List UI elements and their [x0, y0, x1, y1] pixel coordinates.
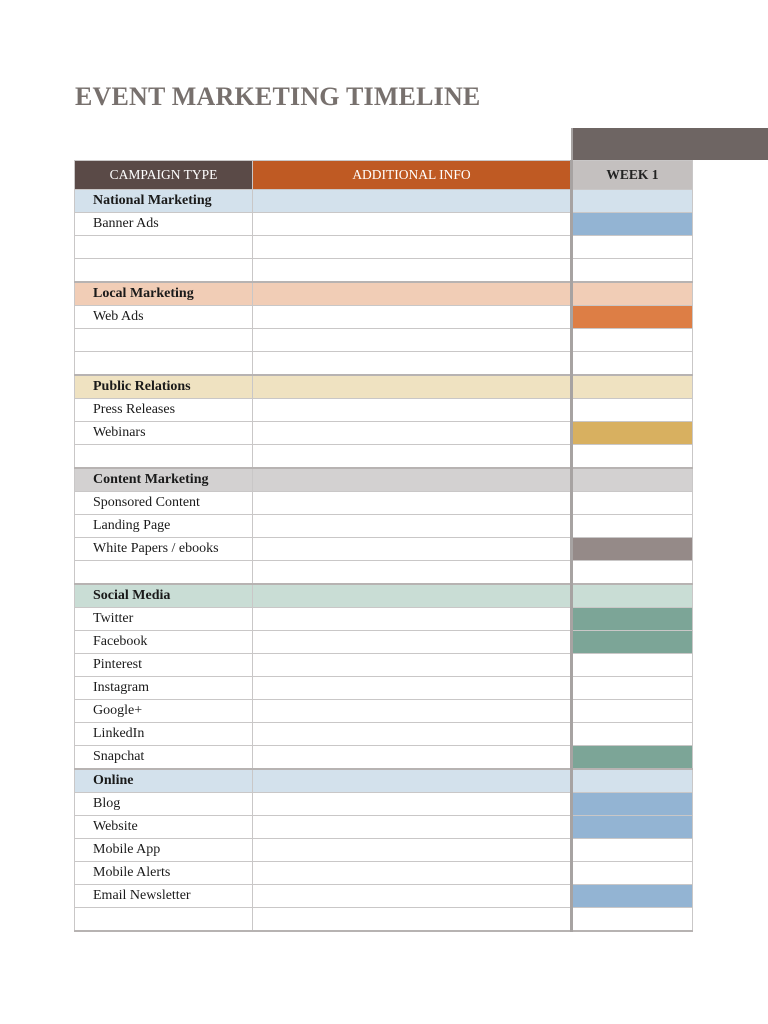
- additional-info-cell[interactable]: [253, 282, 572, 306]
- table-row: [75, 538, 693, 561]
- additional-info-cell[interactable]: [253, 631, 572, 654]
- additional-info-cell[interactable]: [253, 468, 572, 492]
- campaign-cell[interactable]: Email Newsletter: [75, 885, 253, 908]
- week-1-cell[interactable]: [572, 862, 693, 885]
- additional-info-cell[interactable]: [253, 538, 572, 561]
- campaign-cell[interactable]: [75, 561, 253, 585]
- table-row: [75, 839, 693, 862]
- campaign-cell[interactable]: [75, 445, 253, 469]
- table-row: [75, 492, 693, 515]
- additional-info-cell[interactable]: [253, 677, 572, 700]
- campaign-cell[interactable]: Web Ads: [75, 306, 253, 329]
- week-1-cell[interactable]: [572, 631, 693, 654]
- table-row: [75, 700, 693, 723]
- additional-info-cell[interactable]: [253, 375, 572, 399]
- campaign-cell[interactable]: [75, 908, 253, 932]
- additional-info-cell[interactable]: [253, 399, 572, 422]
- table-row: [75, 885, 693, 908]
- table-row: [75, 352, 693, 376]
- week-1-cell[interactable]: [572, 816, 693, 839]
- additional-info-cell[interactable]: [253, 862, 572, 885]
- campaign-cell[interactable]: Mobile Alerts: [75, 862, 253, 885]
- campaign-cell[interactable]: Pinterest: [75, 654, 253, 677]
- table-row: [75, 862, 693, 885]
- category-row: [75, 282, 693, 306]
- additional-info-cell[interactable]: [253, 561, 572, 585]
- category-label[interactable]: Content Marketing: [75, 468, 253, 492]
- category-label[interactable]: Local Marketing: [75, 282, 253, 306]
- week-1-cell[interactable]: [572, 375, 693, 399]
- table-row: [75, 654, 693, 677]
- category-row: [75, 190, 693, 213]
- campaign-cell[interactable]: Facebook: [75, 631, 253, 654]
- campaign-cell[interactable]: Website: [75, 816, 253, 839]
- table-row: [75, 399, 693, 422]
- category-row: [75, 468, 693, 492]
- week-1-cell[interactable]: [572, 654, 693, 677]
- week-1-cell[interactable]: [572, 584, 693, 608]
- campaign-cell[interactable]: [75, 352, 253, 376]
- week-1-cell[interactable]: [572, 538, 693, 561]
- additional-info-cell[interactable]: [253, 236, 572, 259]
- week-1-cell[interactable]: [572, 515, 693, 538]
- campaign-type-header: CAMPAIGN TYPE: [75, 161, 253, 190]
- additional-info-cell[interactable]: [253, 584, 572, 608]
- table-row: [75, 816, 693, 839]
- header-accent-edge: [571, 128, 573, 160]
- table-row: [75, 608, 693, 631]
- campaign-cell[interactable]: Banner Ads: [75, 213, 253, 236]
- table-row: [75, 677, 693, 700]
- additional-info-cell[interactable]: [253, 793, 572, 816]
- week-1-header: WEEK 1: [572, 161, 693, 190]
- week-1-cell[interactable]: [572, 723, 693, 746]
- category-label[interactable]: National Marketing: [75, 190, 253, 213]
- additional-info-cell[interactable]: [253, 608, 572, 631]
- additional-info-cell[interactable]: [253, 746, 572, 770]
- week-1-cell[interactable]: [572, 746, 693, 770]
- week-1-cell[interactable]: [572, 213, 693, 236]
- campaign-cell[interactable]: Webinars: [75, 422, 253, 445]
- week-1-cell[interactable]: [572, 329, 693, 352]
- week-1-cell[interactable]: [572, 769, 693, 793]
- week-1-cell[interactable]: [572, 399, 693, 422]
- additional-info-cell[interactable]: [253, 259, 572, 283]
- week-1-cell[interactable]: [572, 793, 693, 816]
- category-label[interactable]: Online: [75, 769, 253, 793]
- week-1-cell[interactable]: [572, 885, 693, 908]
- table-row: [75, 515, 693, 538]
- additional-info-cell[interactable]: [253, 700, 572, 723]
- additional-info-header: ADDITIONAL INFO: [253, 161, 572, 190]
- week-1-cell[interactable]: [572, 700, 693, 723]
- campaign-cell[interactable]: Press Releases: [75, 399, 253, 422]
- additional-info-cell[interactable]: [253, 654, 572, 677]
- additional-info-cell[interactable]: [253, 492, 572, 515]
- campaign-cell[interactable]: [75, 236, 253, 259]
- table-row: [75, 306, 693, 329]
- additional-info-cell[interactable]: [253, 445, 572, 469]
- week-1-cell[interactable]: [572, 561, 693, 585]
- additional-info-cell[interactable]: [253, 515, 572, 538]
- week-1-cell[interactable]: [572, 422, 693, 445]
- week-1-cell[interactable]: [572, 468, 693, 492]
- week-1-cell[interactable]: [572, 352, 693, 376]
- additional-info-cell[interactable]: [253, 352, 572, 376]
- table-row: [75, 561, 693, 585]
- timeline-table: [74, 160, 693, 932]
- table-row: [75, 793, 693, 816]
- week-1-cell[interactable]: [572, 259, 693, 283]
- category-row: [75, 375, 693, 399]
- campaign-cell[interactable]: White Papers / ebooks: [75, 538, 253, 561]
- table-row: [75, 723, 693, 746]
- page-title: EVENT MARKETING TIMELINE: [75, 82, 481, 111]
- campaign-cell[interactable]: [75, 259, 253, 283]
- category-row: [75, 769, 693, 793]
- week-1-cell[interactable]: [572, 608, 693, 631]
- week-1-cell[interactable]: [572, 908, 693, 932]
- header-accent-bar: [571, 128, 768, 160]
- week-1-cell[interactable]: [572, 190, 693, 213]
- additional-info-cell[interactable]: [253, 839, 572, 862]
- campaign-cell[interactable]: Mobile App: [75, 839, 253, 862]
- table-row: [75, 213, 693, 236]
- category-label[interactable]: Public Relations: [75, 375, 253, 399]
- additional-info-cell[interactable]: [253, 422, 572, 445]
- campaign-cell[interactable]: [75, 329, 253, 352]
- additional-info-cell[interactable]: [253, 190, 572, 213]
- campaign-cell[interactable]: Sponsored Content: [75, 492, 253, 515]
- category-label[interactable]: Social Media: [75, 584, 253, 608]
- additional-info-cell[interactable]: [253, 816, 572, 839]
- additional-info-cell[interactable]: [253, 769, 572, 793]
- table-row: [75, 908, 693, 932]
- table-row: [75, 746, 693, 770]
- week-1-cell[interactable]: [572, 445, 693, 469]
- week-1-cell[interactable]: [572, 677, 693, 700]
- additional-info-cell[interactable]: [253, 213, 572, 236]
- campaign-cell[interactable]: Landing Page: [75, 515, 253, 538]
- table-row: [75, 631, 693, 654]
- campaign-cell[interactable]: Google+: [75, 700, 253, 723]
- week-1-cell[interactable]: [572, 492, 693, 515]
- campaign-cell[interactable]: LinkedIn: [75, 723, 253, 746]
- week-1-cell[interactable]: [572, 282, 693, 306]
- category-row: [75, 584, 693, 608]
- campaign-cell[interactable]: Instagram: [75, 677, 253, 700]
- week-1-cell[interactable]: [572, 839, 693, 862]
- campaign-cell[interactable]: Twitter: [75, 608, 253, 631]
- additional-info-cell[interactable]: [253, 723, 572, 746]
- week-1-cell[interactable]: [572, 306, 693, 329]
- campaign-cell[interactable]: Blog: [75, 793, 253, 816]
- campaign-cell[interactable]: Snapchat: [75, 746, 253, 770]
- header-row: [75, 161, 693, 190]
- table-row: [75, 445, 693, 469]
- timeline-body: [75, 190, 693, 932]
- table-row: [75, 422, 693, 445]
- additional-info-cell[interactable]: [253, 306, 572, 329]
- table-row: [75, 329, 693, 352]
- additional-info-cell[interactable]: [253, 329, 572, 352]
- week-1-cell[interactable]: [572, 236, 693, 259]
- table-row: [75, 259, 693, 283]
- table-row: [75, 236, 693, 259]
- additional-info-cell[interactable]: [253, 908, 572, 932]
- additional-info-cell[interactable]: [253, 885, 572, 908]
